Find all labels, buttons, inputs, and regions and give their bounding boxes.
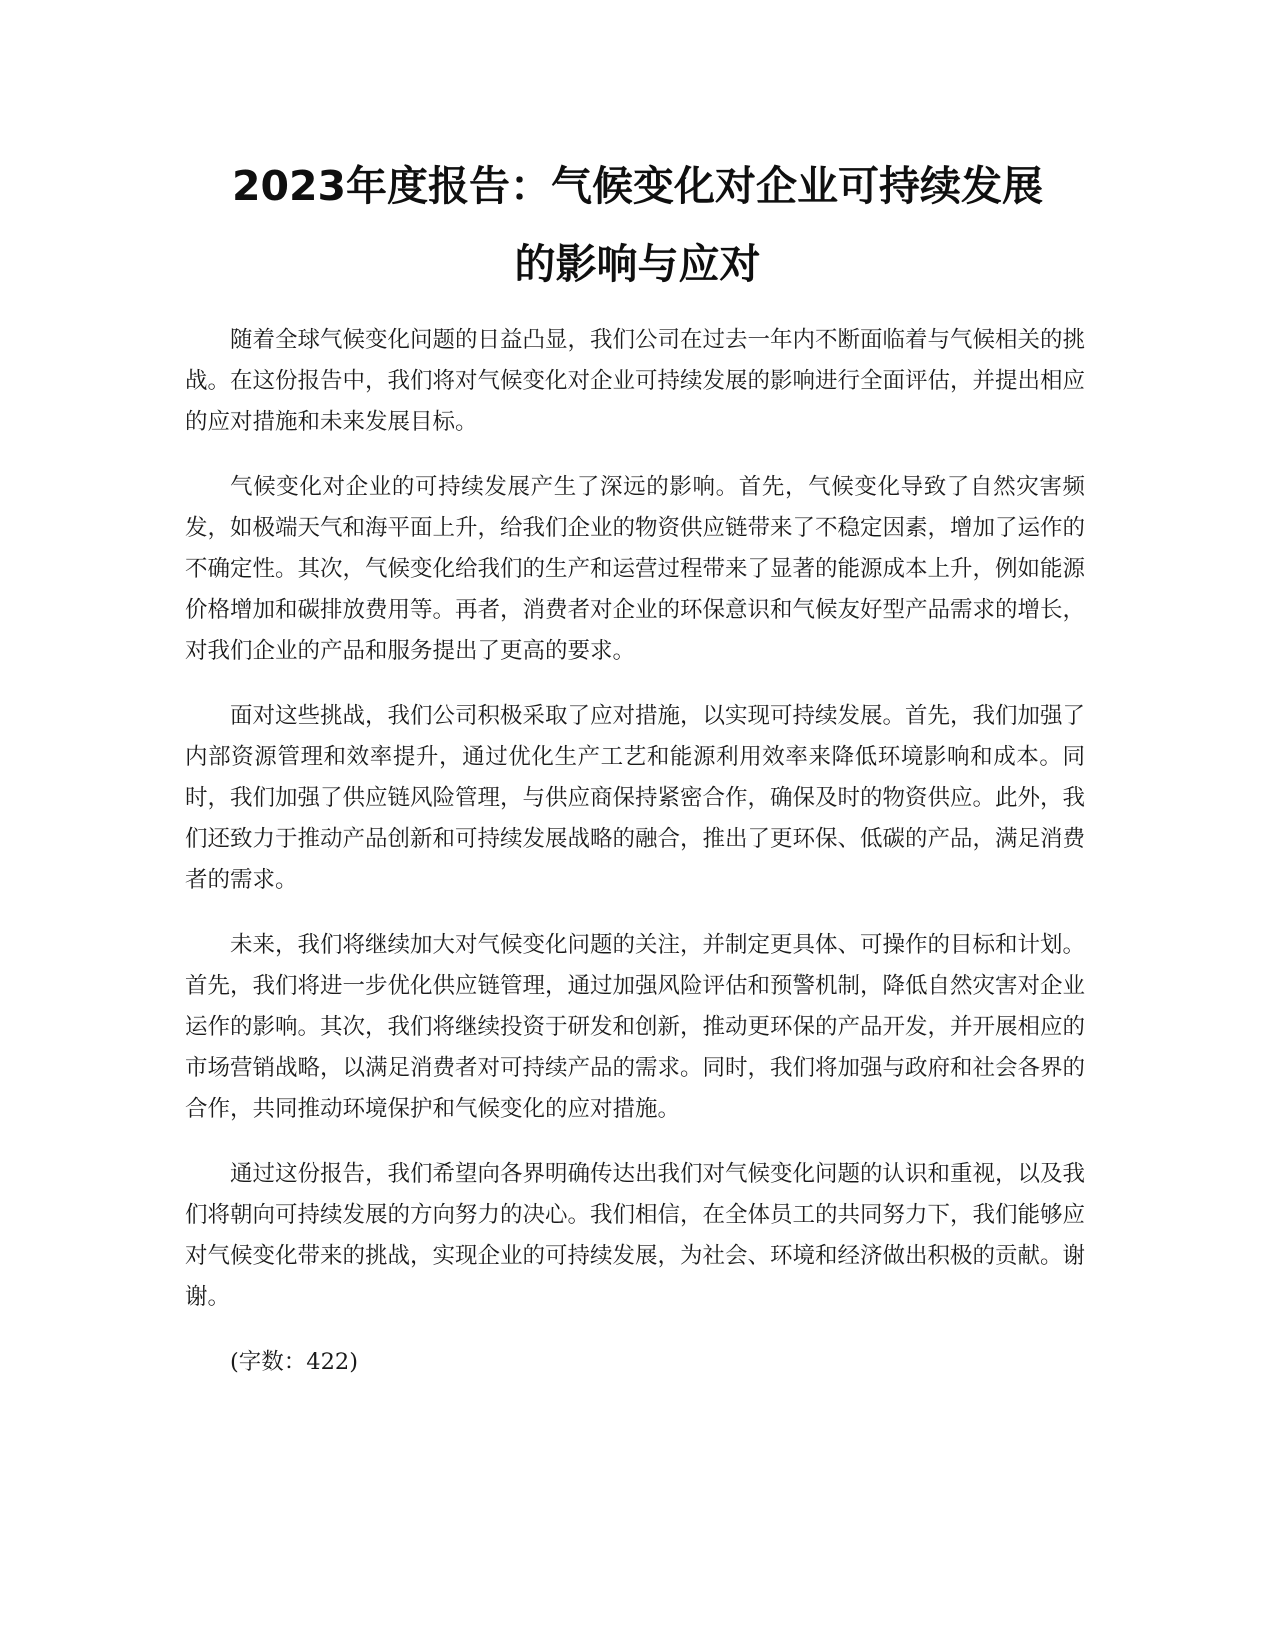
title-line-1: 2023年度报告：气候变化对企业可持续发展 <box>231 162 1044 210</box>
paragraph-future: 未来，我们将继续加大对气候变化问题的关注，并制定更具体、可操作的目标和计划。首先，我们将进一步优化供应链管理，通过加强风险评估和预警机制，降低自然灾害对企业运作的影响。其次，我们将继续投资于研发和创新，推动更环保的产品开发，并开展相应的市场营销战略，以满足消费者对可持续产品的需求。同时，我们将加强与政府和社会各界的合作，共同推动环境保护和气候变化的应对措施。 <box>185 932 1086 1122</box>
paragraph-intro: 随着全球气候变化问题的日益凸显，我们公司在过去一年内不断面临着与气候相关的挑战。在这份报告中，我们将对气候变化对企业可持续发展的影响进行全面评估，并提出相应的应对措施和未来发展目标。 <box>185 327 1086 435</box>
word-count: (字数：422) <box>230 1349 359 1375</box>
paragraph-conclusion: 通过这份报告，我们希望向各界明确传达出我们对气候变化问题的认识和重视，以及我们将朝向可持续发展的方向努力的决心。我们相信，在全体员工的共同努力下，我们能够应对气候变化带来的挑战，实现企业的可持续发展，为社会、环境和经济做出积极的贡献。谢谢。 <box>185 1161 1086 1310</box>
title-line-2: 的影响与应对 <box>514 240 761 288</box>
document-title <box>150 147 1125 303</box>
paragraph-impact: 气候变化对企业的可持续发展产生了深远的影响。首先，气候变化导致了自然灾害频发，如极端天气和海平面上升，给我们企业的物资供应链带来了不稳定因素，增加了运作的不确定性。其次，气候变化给我们的生产和运营过程带来了显著的能源成本上升，例如能源价格增加和碳排放费用等。再者，消费者对企业的环保意识和气候友好型产品需求的增长，对我们企业的产品和服务提出了更高的要求。 <box>185 474 1086 664</box>
paragraph-response: 面对这些挑战，我们公司积极采取了应对措施，以实现可持续发展。首先，我们加强了内部资源管理和效率提升，通过优化生产工艺和能源利用效率来降低环境影响和成本。同时，我们加强了供应链风险管理，与供应商保持紧密合作，确保及时的物资供应。此外，我们还致力于推动产品创新和可持续发展战略的融合，推出了更环保、低碳的产品，满足消费者的需求。 <box>185 703 1086 893</box>
document-body <box>185 320 1085 1407</box>
